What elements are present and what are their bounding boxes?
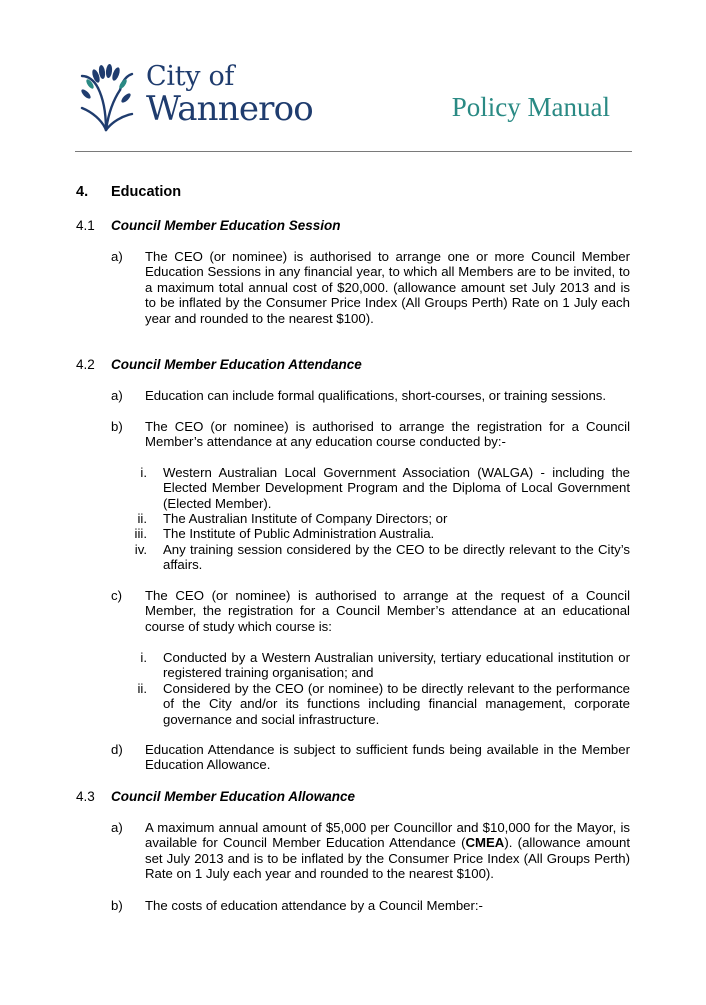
- subsection-title: Council Member Education Session: [111, 218, 341, 233]
- manual-title: Policy Manual: [451, 92, 610, 122]
- subsection-number: 4.3: [76, 789, 95, 804]
- subitem-text: Conducted by a Western Australian university, tertiary educational institution or registered training organisation; and: [163, 650, 630, 681]
- section-title: Education: [111, 184, 182, 200]
- subitem-label: i.: [140, 650, 147, 665]
- item-text: Education Attendance is subject to sufficient funds being available in the Member Education Allowance.: [145, 742, 630, 773]
- subsection-number: 4.2: [76, 357, 95, 372]
- item-text: The CEO (or nominee) is authorised to arrange one or more Council Member Education Sessions in any financial year, to which all Members are to be invited, to a maximum total annual cost of $20,000. (allowance amount set July 2013 and is to be inflated by the Consumer Price Index (All Groups Perth) Rate on 1 July each year and rounded to the nearest $100).: [145, 249, 630, 326]
- item-label: a): [111, 249, 123, 264]
- item-text: [145, 820, 630, 882]
- subitem-label: ii.: [137, 511, 147, 526]
- item-text: The CEO (or nominee) is authorised to arrange at the request of a Council Member, the registration for a Council Member’s attendance at an educational course of study which course is:: [145, 588, 630, 634]
- item-text: The costs of education attendance by a Council Member:-: [145, 898, 483, 913]
- item-label: c): [111, 588, 122, 603]
- logo-line-2: Wanneroo: [146, 89, 313, 129]
- subitem-text: The Institute of Public Administration Australia.: [163, 526, 435, 541]
- subitem-label: ii.: [137, 681, 147, 696]
- header-divider: [75, 151, 632, 152]
- city-logo: [76, 62, 326, 134]
- subitem-text: Considered by the CEO (or nominee) to be directly relevant to the performance of the City and/or its functions including financial management, corporate governance and social infrastructure.: [163, 681, 630, 727]
- cmea-abbreviation: CMEA: [465, 835, 505, 851]
- item-text: Education can include formal qualifications, short-courses, or training sessions.: [145, 388, 607, 403]
- subitem-text: The Australian Institute of Company Directors; or: [163, 511, 448, 526]
- item-label: b): [111, 419, 123, 434]
- subitem-label: iv.: [134, 542, 147, 557]
- subitem-label: iii.: [134, 526, 147, 541]
- subitem-text: Any training session considered by the CEO to be directly relevant to the City’s affairs.: [163, 542, 630, 573]
- item-text-part: A maximum annual amount of $5,000 per Councillor and $10,000 for the Mayor, is available for Council Member Education Attendance (: [145, 820, 630, 851]
- item-label: a): [111, 820, 123, 835]
- kangaroo-paw-icon: [76, 64, 136, 132]
- logo-line-1: City of: [146, 61, 235, 92]
- item-label: b): [111, 898, 123, 913]
- section-number: 4.: [76, 184, 89, 200]
- item-text-part: ). (allowance amount set July 2013 and is to be inflated by the Consumer Price Index (All Groups Perth) Rate on 1 July each year and rounded to the nearest $100).: [145, 835, 630, 882]
- subitem-label: i.: [140, 465, 147, 480]
- item-label: d): [111, 742, 123, 757]
- item-text: The CEO (or nominee) is authorised to arrange the registration for a Council Member’s attendance at any education course conducted by:-: [145, 419, 630, 450]
- subsection-number: 4.1: [76, 218, 95, 233]
- item-label: a): [111, 388, 123, 403]
- subitem-text: Western Australian Local Government Association (WALGA) - including the Elected Member Development Program and the Diploma of Local Government (Elected Member).: [163, 465, 630, 511]
- subsection-title: Council Member Education Allowance: [111, 789, 356, 804]
- subsection-title: Council Member Education Attendance: [111, 357, 362, 372]
